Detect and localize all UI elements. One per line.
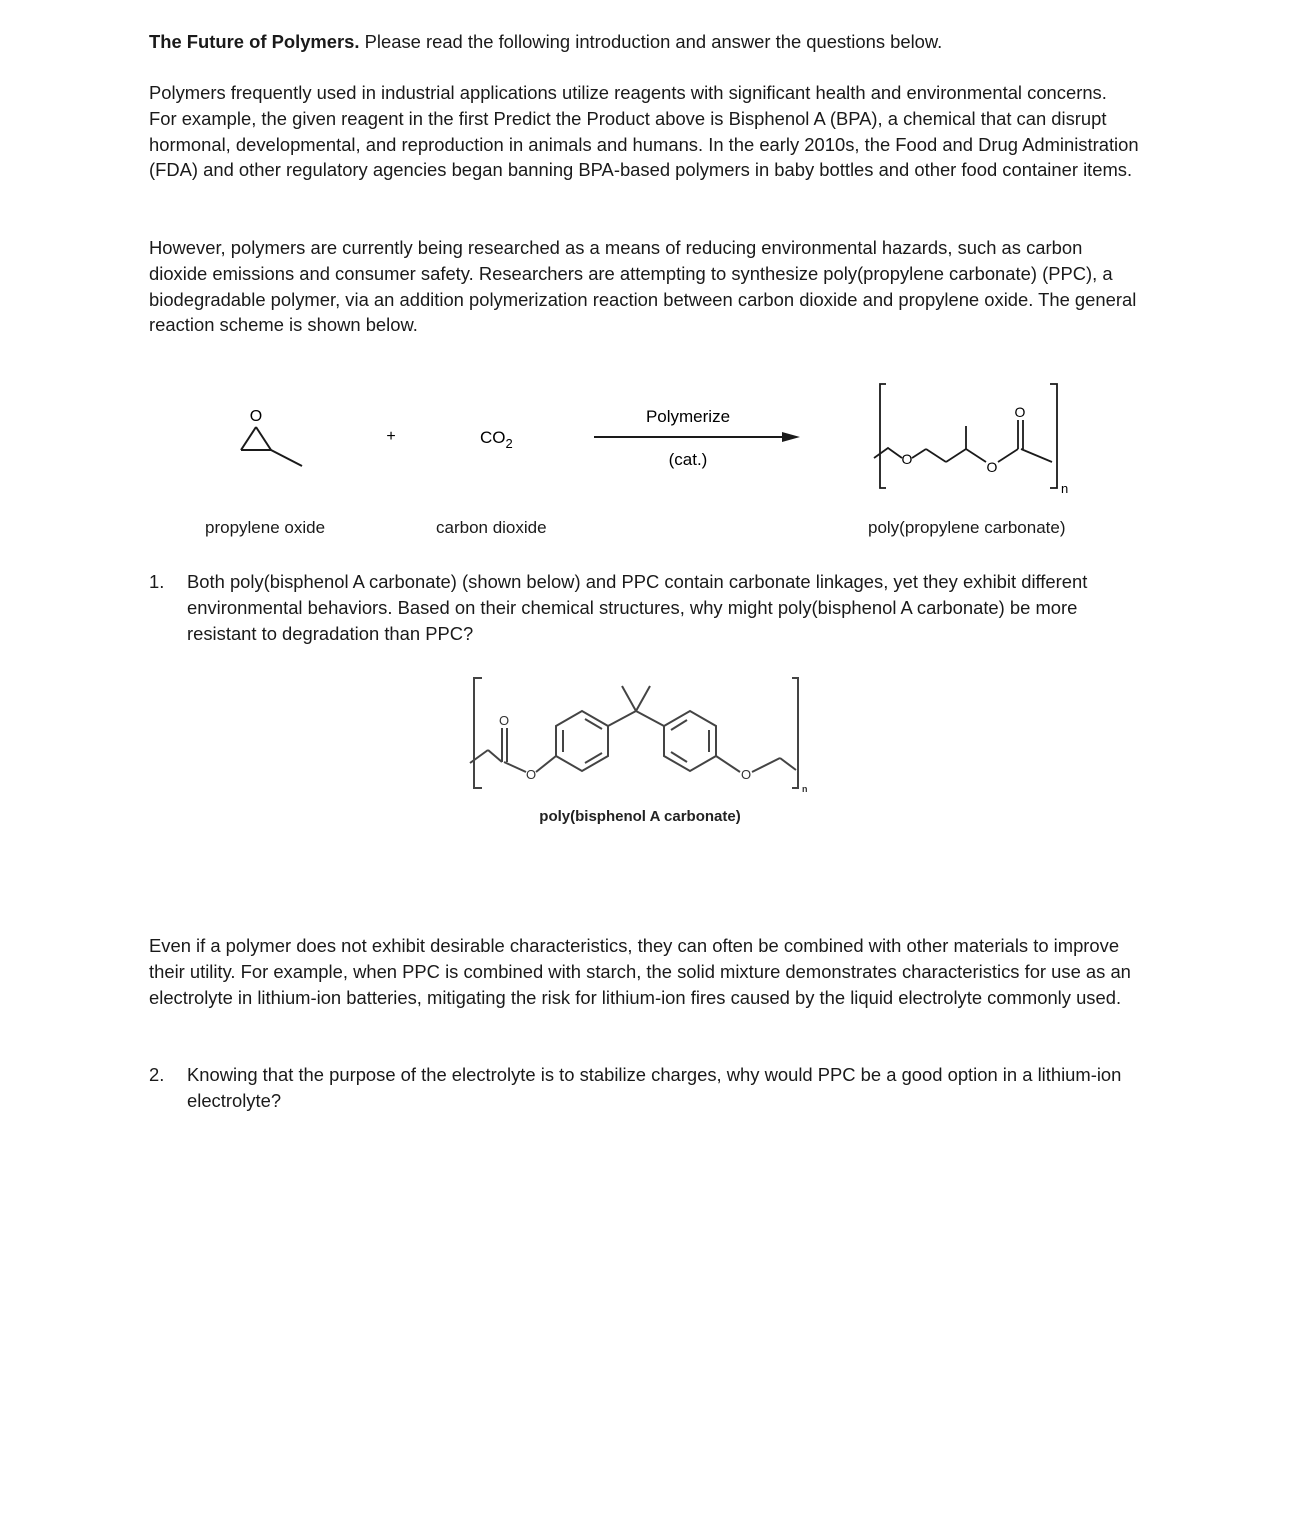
paragraph-ppc-electrolyte: Even if a polymer does not exhibit desirable characteristics, they can often be combined with other materials to improve their utility. For example, when PPC is combined with starch, the solid mixture demonstrates characteristics for use as an electrolyte in lithium-ion batteries, mitigating the risk for lithium-ion fires caused by the liquid electrolyte commonly used. (149, 935, 1131, 1008)
question-1-text: Both poly(bisphenol A carbonate) (shown below) and PPC contain carbonate linkages, yet they exhibit different environmental behaviors. Based on their chemical structures, why might poly(bisphenol A carbonate) be more resistant to degradation than PPC? (187, 571, 1088, 644)
paragraph-ppc-research: However, polymers are currently being researched as a means of reducing environmental hazards, such as carbon dioxide emissions and consumer safety. Researchers are attempting to synthesize poly(propylene carbonate) (PPC), a biodegradable polymer, via an addition polymerization reaction between carbon dioxide and propylene oxide. The general reaction scheme is shown below. (149, 237, 1137, 336)
question-1-number: 1. (149, 571, 165, 592)
reaction-arrow (594, 432, 800, 442)
co2-main: CO (480, 428, 506, 447)
paragraph-bpa-concerns: Polymers frequently used in industrial applications utilize reagents with significant health and environmental concerns. For example, the given reagent in the first Predict the Product above is Bisphenol A (BPA), a chemical that can disrupt hormonal, developmental, and reproduction in animals and humans. In the early 2010s, the Food and Drug Administration (FDA) and other regulatory agencies began banning BPA-based polymers in baby bottles and other food container items. (149, 82, 1139, 181)
ppc-ether-oxygen: O (901, 451, 913, 467)
ppc-structure (874, 384, 1057, 488)
bisphenol-a-carbonate-figure (440, 668, 840, 838)
reaction-scheme (0, 360, 1290, 550)
bpa-right-oxygen: O (740, 767, 752, 782)
arrow-label-catalyst: (cat.) (668, 450, 708, 469)
question-2-text: Knowing that the purpose of the electrolyte is to stabilize charges, why would PPC be a good option in a lithium-ion electrolyte? (187, 1064, 1122, 1111)
bisphenol-a-carbonate-structure (440, 668, 840, 838)
ppc-carbonyl-oxygen: O (1014, 404, 1026, 420)
ppc-ester-oxygen: O (986, 459, 998, 475)
plus-sign: + (386, 428, 396, 445)
arrow-label-polymerize: Polymerize (645, 407, 731, 426)
bpa-caption: poly(bisphenol A carbonate) (539, 808, 741, 825)
bpa-carbonyl-oxygen: O (498, 713, 510, 728)
propylene-oxide-structure (241, 427, 302, 466)
title-instructions: Please read the following introduction and answer the questions below. (364, 31, 943, 52)
bpa-left-oxygen: O (525, 767, 537, 782)
question-2-number: 2. (149, 1064, 165, 1085)
epoxide-oxygen-label: O (249, 408, 263, 425)
document-title: The Future of Polymers. (149, 31, 360, 52)
reaction-scheme-drawing (0, 360, 1290, 550)
ppc-repeat-n: n (1061, 481, 1069, 496)
label-poly-propylene-carbonate: poly(propylene carbonate) (868, 518, 1066, 537)
intro-title-line (149, 29, 1139, 55)
bpa-repeat-n: n (802, 784, 808, 794)
label-propylene-oxide: propylene oxide (205, 518, 326, 537)
label-carbon-dioxide: carbon dioxide (436, 518, 547, 537)
co2-formula (480, 428, 513, 451)
co2-subscript: 2 (505, 436, 513, 451)
